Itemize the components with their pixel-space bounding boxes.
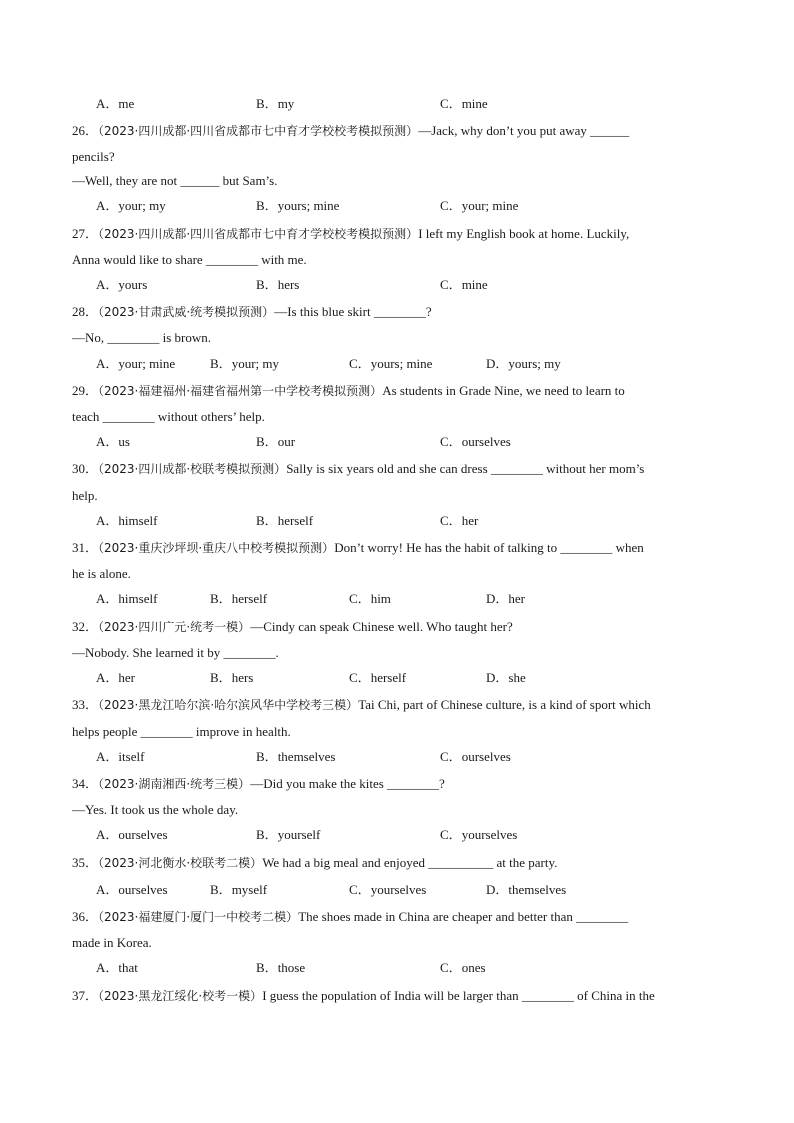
question-33: 33．（2023·黑龙江哈尔滨·哈尔滨风华中学校考三模）Tai Chi, part of Chinese culture, is a kind of sport which [72, 697, 651, 712]
option-a: A．himself [96, 591, 158, 606]
option-c: C．ones [440, 960, 486, 975]
question-line: help. [72, 488, 98, 503]
option-b: B．herself [210, 591, 268, 606]
question-29: 29．（2023·福建福州·福建省福州第一中学校考模拟预测）As students in Grade Nine, we need to learn to [72, 383, 625, 398]
question-line: teach ________ without others’ help. [72, 409, 265, 424]
option-b: B．those [256, 960, 306, 975]
question-26: 26．（2023·四川成都·四川省成都市七中育才学校校考模拟预测）—Jack, why don’t you put away ______ [72, 123, 630, 138]
option-b: B．myself [210, 882, 268, 897]
option-a: A．your; mine [96, 356, 176, 371]
option-d: D．her [486, 591, 526, 606]
option-a: A．her [96, 670, 136, 685]
option-b: B．our [256, 434, 296, 449]
question-line: —Nobody. She learned it by ________. [72, 645, 279, 660]
option-b: B．your; my [210, 356, 279, 371]
question-line: pencils? [72, 149, 115, 164]
option-d: D．she [486, 670, 526, 685]
option-a: A．ourselves [96, 882, 168, 897]
question-34: 34．（2023·湖南湘西·统考三模）—Did you make the kites ________? [72, 776, 445, 791]
option-b: B．herself [256, 513, 314, 528]
question-line: helps people ________ improve in health. [72, 724, 291, 739]
option-b: B．yours; mine [256, 198, 340, 213]
question-37: 37．（2023·黑龙江绥化·校考一模）I guess the population of India will be larger than ________ of China in the [72, 988, 655, 1003]
option-a: A．ourselves [96, 827, 168, 842]
question-31: 31．（2023·重庆沙坪坝·重庆八中校考模拟预测）Don’t worry! He has the habit of talking to ________ when [72, 540, 644, 555]
question-32: 32．（2023·四川广元·统考一模）—Cindy can speak Chinese well. Who taught her? [72, 619, 513, 634]
question-36: 36．（2023·福建厦门·厦门一中校考二模）The shoes made in China are cheaper and better than ________ [72, 909, 629, 924]
option-a: A．your; my [96, 198, 166, 213]
option-a: A．me [96, 96, 135, 111]
option-c: C．ourselves [440, 749, 511, 764]
question-line: made in Korea. [72, 935, 152, 950]
option-a: A．that [96, 960, 138, 975]
option-c: C．mine [440, 96, 488, 111]
question-line: —Yes. It took us the whole day. [72, 802, 239, 817]
option-c: C．yourselves [440, 827, 518, 842]
question-line: —No, ________ is brown. [72, 330, 212, 345]
option-c: C．him [349, 591, 391, 606]
option-b: B．my [256, 96, 295, 111]
option-a: A．itself [96, 749, 145, 764]
question-28: 28．（2023·甘肃武威·统考模拟预测）—Is this blue skirt ________? [72, 304, 432, 319]
option-d: D．yours; my [486, 356, 561, 371]
option-a: A．himself [96, 513, 158, 528]
option-c: C．ourselves [440, 434, 511, 449]
question-line: he is alone. [72, 566, 131, 581]
option-c: C．your; mine [440, 198, 519, 213]
option-c: C．yourselves [349, 882, 427, 897]
option-a: A．yours [96, 277, 148, 292]
option-a: A．us [96, 434, 130, 449]
option-b: B．themselves [256, 749, 336, 764]
option-c: C．yours; mine [349, 356, 433, 371]
option-b: B．yourself [256, 827, 321, 842]
question-27: 27．（2023·四川成都·四川省成都市七中育才学校校考模拟预测）I left my English book at home. Luckily, [72, 226, 630, 241]
question-line: Anna would like to share ________ with me. [72, 252, 307, 267]
option-c: C．mine [440, 277, 488, 292]
option-b: B．hers [256, 277, 300, 292]
option-d: D．themselves [486, 882, 567, 897]
question-35: 35．（2023·河北衡水·校联考二模）We had a big meal and enjoyed __________ at the party. [72, 855, 558, 870]
question-30: 30．（2023·四川成都·校联考模拟预测）Sally is six years old and she can dress ________ without her mom’s [72, 461, 645, 476]
option-c: C．her [440, 513, 479, 528]
question-line: —Well, they are not ______ but Sam’s. [72, 173, 278, 188]
option-c: C．herself [349, 670, 407, 685]
option-b: B．hers [210, 670, 254, 685]
